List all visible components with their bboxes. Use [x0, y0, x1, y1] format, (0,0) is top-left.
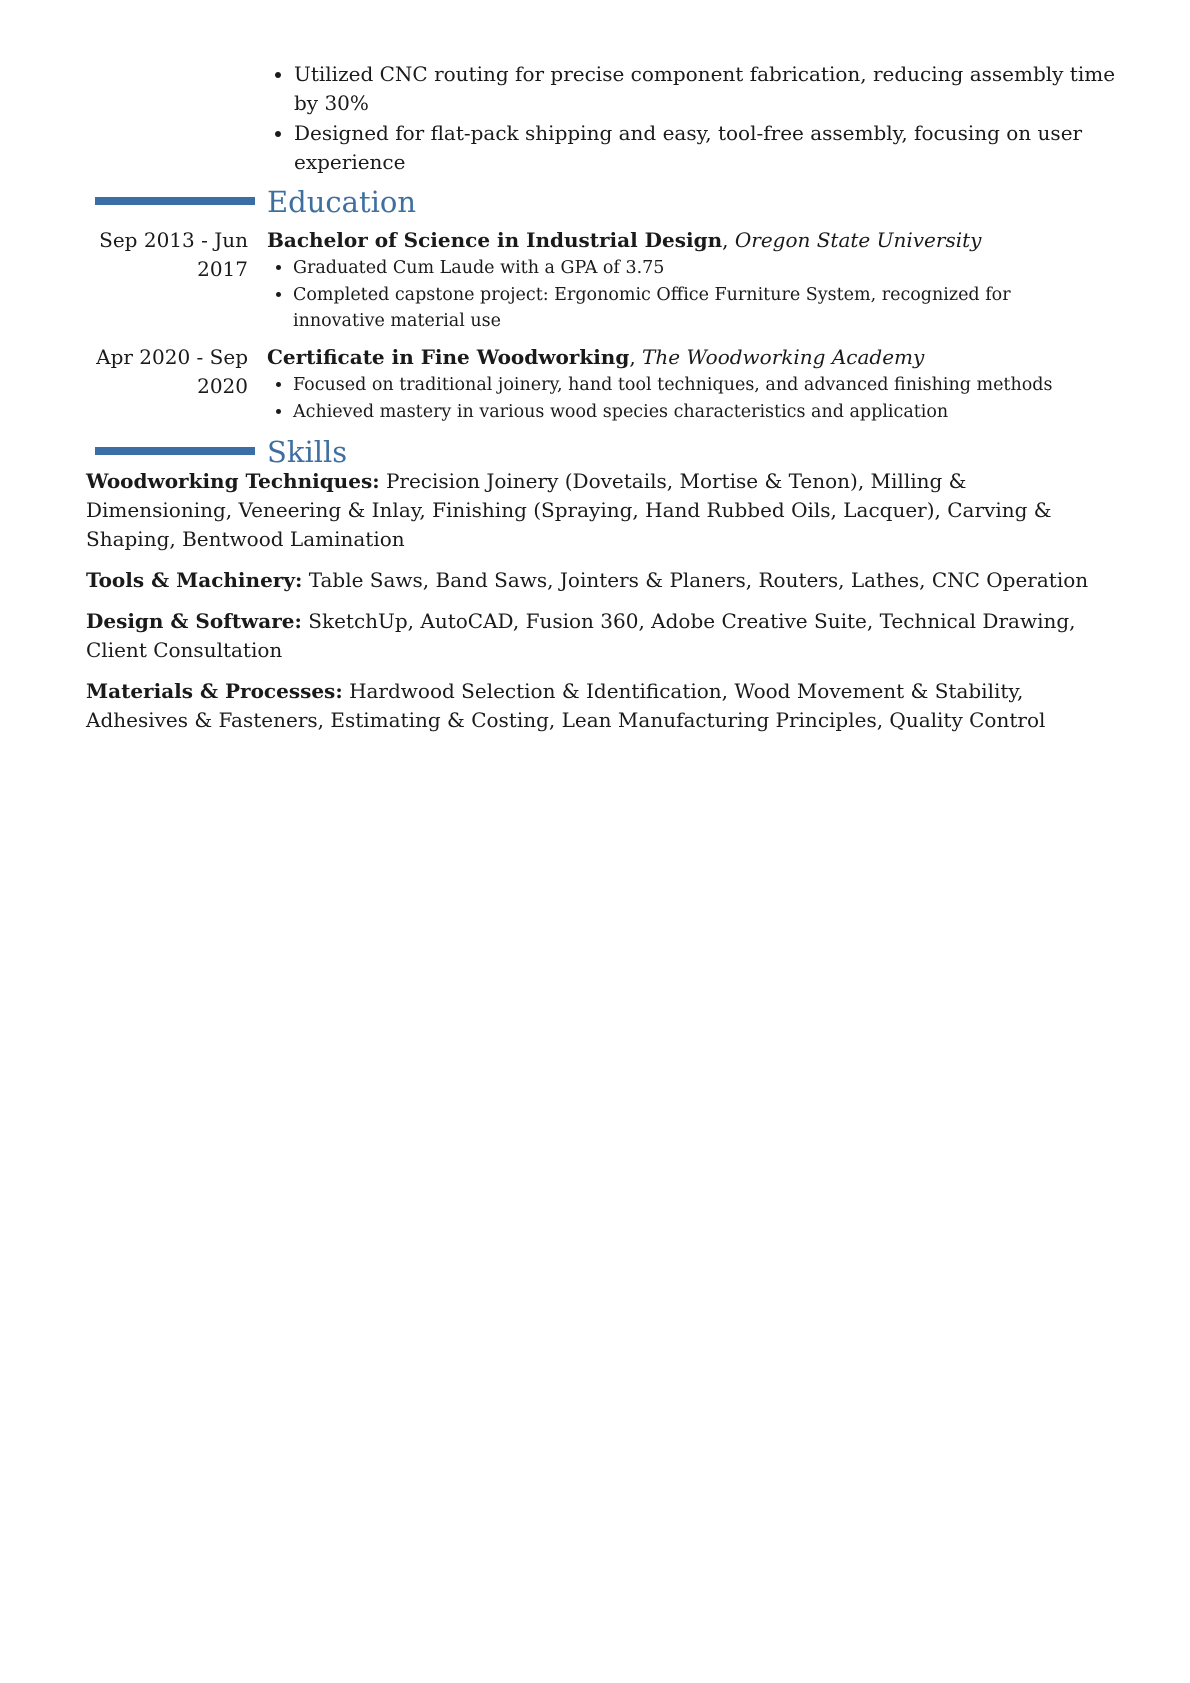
skill-items: Precision Joinery (Dovetails, Mortise & Tenon), Milling & Dimensioning, Veneering & Inlay, Finishing (Spraying, Hand Rubbed Oils, Lacquer), Carving & Shaping, Bentwood Lamination: [86, 469, 1052, 551]
list-item: • Completed capstone project: Ergonomic Office Furniture System, recognized for innovative material use: [293, 282, 1097, 335]
skill-category: Design & Software:: [86, 609, 302, 633]
skill-group: [86, 677, 1101, 735]
list-item: • Utilized CNC routing for precise component fabrication, reducing assembly time by 30%: [294, 60, 1124, 118]
education-section-header: [0, 187, 1190, 227]
degree-name: Bachelor of Science in Industrial Design: [267, 228, 723, 252]
list-item: • Designed for flat-pack shipping and easy, tool-free assembly, focusing on user experience: [294, 119, 1124, 177]
education-heading: Certificate in Fine Woodworking, The Woodworking Academy: [267, 345, 925, 369]
section-title: Education: [267, 185, 417, 219]
school-name: Oregon State University: [734, 228, 982, 252]
degree-name: Certificate in Fine Woodworking: [267, 345, 630, 369]
skill-category: Materials & Processes:: [86, 679, 343, 703]
education-body: [267, 226, 1097, 335]
list-item: • Graduated Cum Laude with a GPA of 3.75: [293, 255, 1097, 282]
section-title: Skills: [267, 435, 348, 469]
education-body: [267, 343, 1097, 425]
skill-group: [86, 607, 1101, 665]
education-date: Apr 2020 - Sep 2020: [96, 345, 248, 398]
skill-items: Table Saws, Band Saws, Jointers & Planers, Routers, Lathes, CNC Operation: [308, 568, 1089, 592]
skill-items: Hardwood Selection & Identification, Wood Movement & Stability, Adhesives & Fasteners, Estimating & Costing, Lean Manufacturing Principles, Quality Control: [86, 679, 1046, 732]
skill-category: Woodworking Techniques:: [86, 469, 380, 493]
skills-list: [86, 467, 1101, 747]
skill-category: Tools & Machinery:: [86, 568, 303, 592]
education-date: Sep 2013 - Jun 2017: [99, 228, 248, 281]
list-item: • Achieved mastery in various wood species characteristics and application: [293, 399, 1097, 426]
section-accent-bar: [95, 447, 255, 455]
skill-group: [86, 467, 1101, 554]
section-accent-bar: [95, 197, 255, 205]
education-heading: Bachelor of Science in Industrial Design, Oregon State University: [267, 228, 982, 252]
list-item: • Focused on traditional joinery, hand tool techniques, and advanced finishing methods: [293, 372, 1097, 399]
school-name: The Woodworking Academy: [642, 345, 925, 369]
education-bullets: [267, 255, 1097, 335]
experience-continuation-list: [268, 60, 1124, 178]
education-bullets: [267, 372, 1097, 425]
skill-group: [86, 566, 1101, 595]
skill-items: SketchUp, AutoCAD, Fusion 360, Adobe Creative Suite, Technical Drawing, Client Consultation: [86, 609, 1076, 662]
